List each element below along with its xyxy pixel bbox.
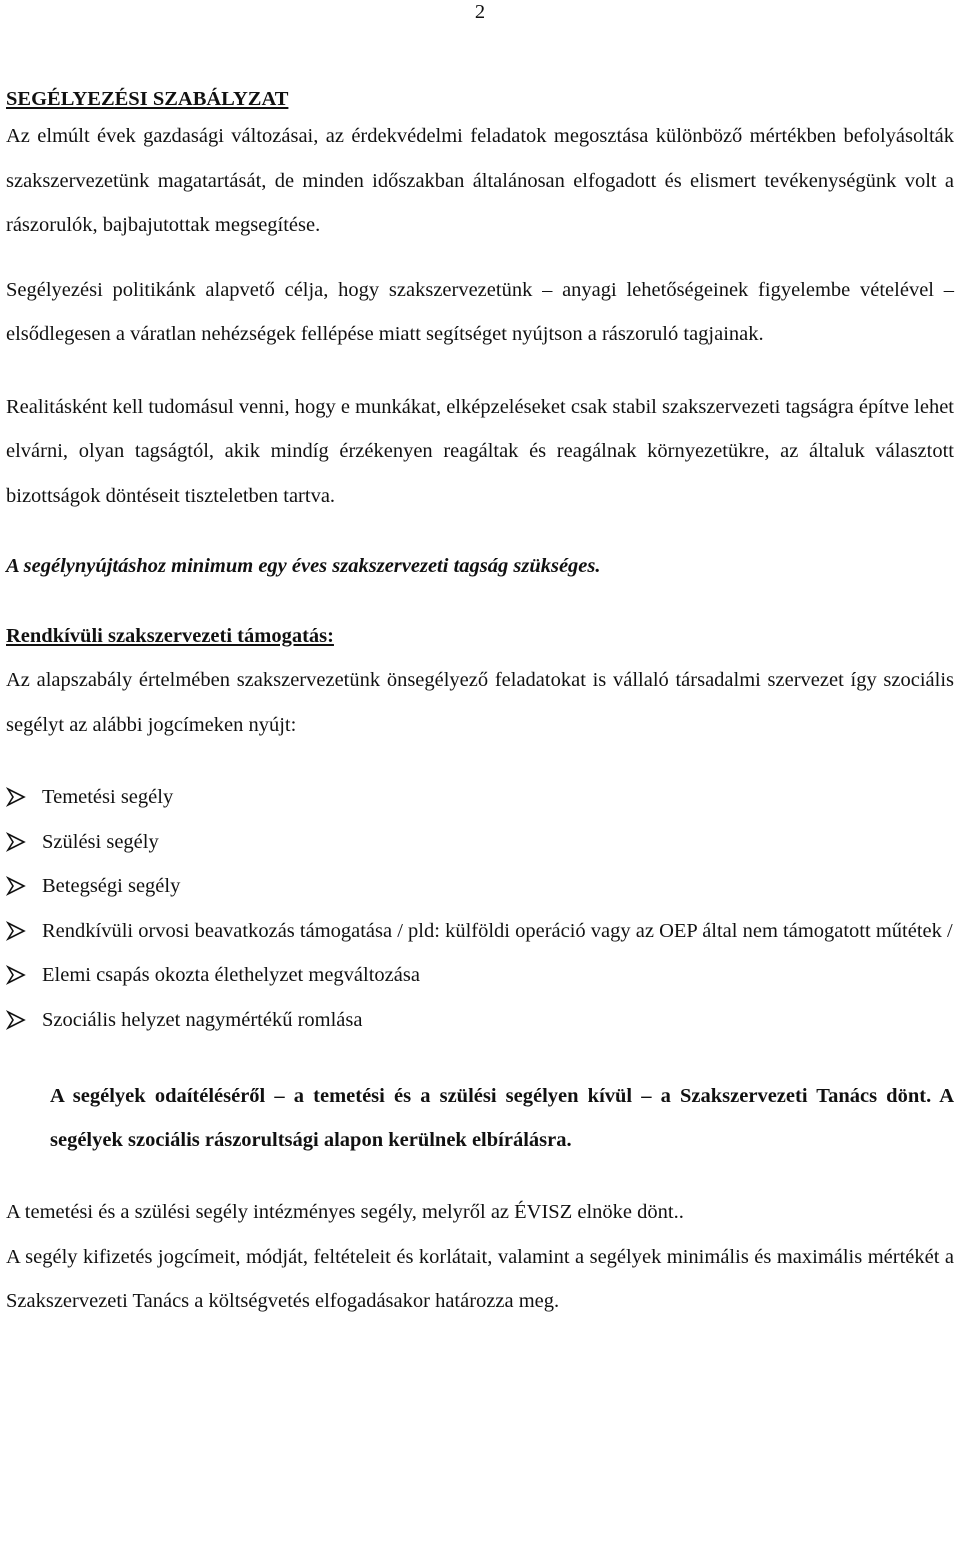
list-item xyxy=(6,909,954,954)
list-item-label: Elemi csapás okozta élethelyzet megváltozása xyxy=(42,964,420,986)
list-item-label: Szociális helyzet nagymértékű romlása xyxy=(42,1008,363,1031)
list-item xyxy=(6,864,954,909)
extraordinary-support-heading: Rendkívüli szakszervezeti támogatás: xyxy=(6,625,334,647)
arrowhead-outline-icon xyxy=(6,921,26,941)
list-item xyxy=(6,953,954,998)
support-type-list xyxy=(6,775,954,1042)
closing-paragraph-2: A segély kifizetés jogcímeit, módját, feltételeit és korlátait, valamint a segélyek minimális és maximális mértékét a Szakszervezeti Tanács a költségvetés elfogadásakor határozza meg. xyxy=(6,1245,954,1312)
closing-paragraph-1: A temetési és a szülési segély intézményes segély, melyről az ÉVISZ elnöke dönt.. xyxy=(6,1201,684,1223)
list-item-label: Temetési segély xyxy=(42,786,174,808)
list-item xyxy=(6,998,954,1043)
list-item xyxy=(6,775,954,820)
decision-block xyxy=(50,1074,954,1162)
reality-paragraph: Realitásként kell tudomásul venni, hogy e munkákat, elképzeléseket csak stabil szakszervezeti tagságra építve lehet elvárni, olyan tagságtól, akik mindíg érzékenyen reagáltak és reagálnak környezetükre, az általuk választott bizottságok döntéseit tiszteletben tartva. xyxy=(6,395,954,507)
list-item-label: Szülési segély xyxy=(42,830,159,853)
document-body xyxy=(6,84,954,1324)
arrowhead-outline-icon xyxy=(6,965,26,985)
arrowhead-outline-icon xyxy=(6,832,26,852)
arrowhead-outline-icon xyxy=(6,1010,26,1030)
arrowhead-outline-icon xyxy=(6,876,26,896)
list-item xyxy=(6,820,954,865)
intro-paragraph: Az elmúlt évek gazdasági változásai, az érdekvédelmi feladatok megosztása különböző mértékben befolyásolták szakszervezetünk magatartását, de minden időszakban általánosan elfogadott és elismert tevékenységünk volt a rászorulók, bajbajutottak megsegítése. xyxy=(6,125,954,236)
arrowhead-outline-icon xyxy=(6,787,26,807)
document-title: SEGÉLYEZÉSI SZABÁLYZAT xyxy=(6,88,289,110)
membership-requirement: A segélynyújtáshoz minimum egy éves szakszervezeti tagság szükséges. xyxy=(6,555,601,577)
policy-paragraph: Segélyezési politikánk alapvető célja, hogy szakszervezetünk – anyagi lehetőségeinek figyelembe vételével – elsődlegesen a váratlan nehézségek fellépése miatt segítséget nyújtson a rászoruló tagjainak. xyxy=(6,278,954,345)
list-item-label: Rendkívüli orvosi beavatkozás támogatása / pld: külföldi operáció vagy az OEP által nem támogatott műtétek / xyxy=(42,919,953,942)
decision-text: A segélyek odaítéléséről – a temetési és a szülési segélyen kívül – a Szakszervezeti Tanács dönt. A segélyek szociális rászorultsági alapon kerülnek elbírálásra. xyxy=(50,1085,954,1151)
page-number: 2 xyxy=(474,1,486,23)
extraordinary-support-text: Az alapszabály értelmében szakszervezetünk önsegélyező feladatokat is vállaló társadalmi szervezet így szociális segélyt az alábbi jogcímeken nyújt: xyxy=(6,669,954,736)
list-item-label: Betegségi segély xyxy=(42,875,181,897)
